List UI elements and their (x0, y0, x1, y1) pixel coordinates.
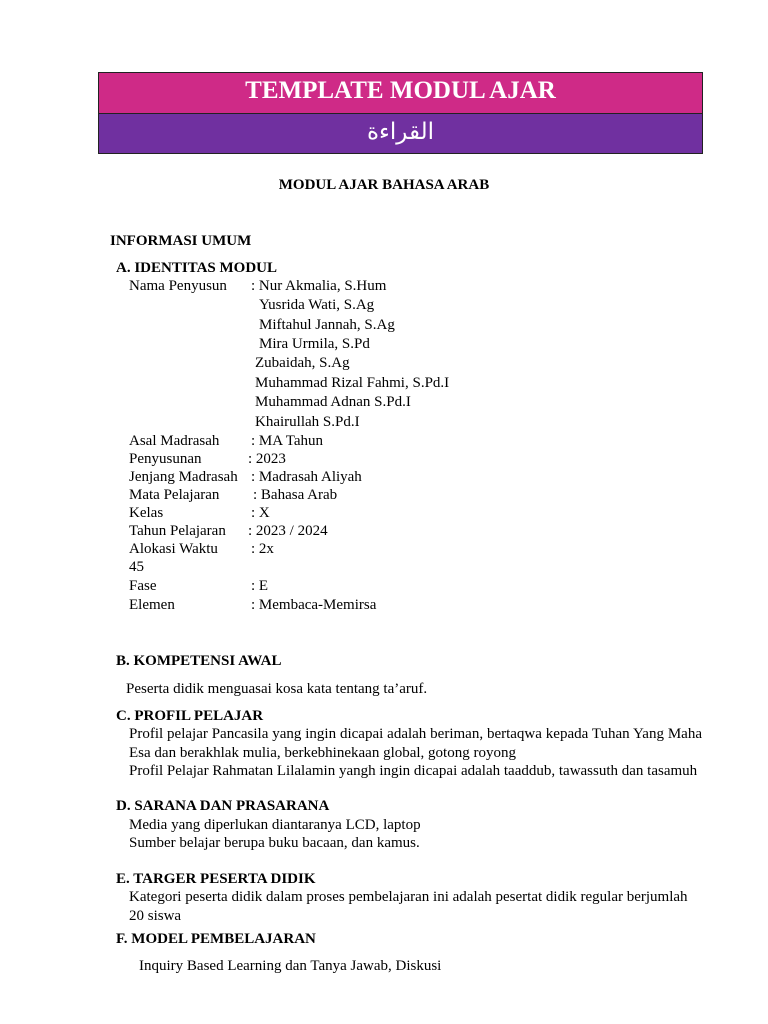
profil-pancasila-text: Profil pelajar Pancasila yang ingin dicapai adalah beriman, bertaqwa kepada Tuhan Yang Maha Esa dan berakhlak mulia, berkebhinekaan global, gotong royong (129, 726, 702, 761)
document-title: MODUL AJAR BAHASA ARAB (278, 177, 490, 193)
author-2: Yusrida Wati, S.Ag (259, 297, 375, 313)
sarana-media-text: Media yang diperlukan diantaranya LCD, laptop (129, 817, 421, 833)
row-label-fase: Fase (129, 578, 157, 594)
row-label-mapel: Mata Pelajaran (129, 487, 220, 503)
author-6: Muhammad Rizal Fahmi, S.Pd.I (255, 375, 450, 391)
kompetensi-text: Peserta didik menguasai kosa kata tentang ta’aruf. (126, 681, 428, 697)
banner-title: TEMPLATE MODUL AJAR (99, 73, 702, 113)
row-label-penyusunan: Penyusunan (129, 451, 202, 467)
author-5: Zubaidah, S.Ag (255, 355, 350, 371)
section-d-heading: D. SARANA DAN PRASARANA (116, 798, 330, 814)
section-f-heading: F. MODEL PEMBELAJARAN (116, 931, 316, 947)
author-1: : Nur Akmalia, S.Hum (251, 278, 387, 294)
info-umum-heading: INFORMASI UMUM (110, 233, 252, 249)
row-value-kelas: : X (251, 505, 270, 521)
section-a-heading: A. IDENTITAS MODUL (116, 260, 277, 276)
penyusun-label: Nama Penyusun (129, 278, 227, 294)
profil-rahmatan-text: Profil Pelajar Rahmatan Lilalamin yangh ingin dicapai adalah taaddub, tawassuth dan tasamuh (129, 763, 698, 779)
sarana-sumber-text: Sumber belajar berupa buku bacaan, dan kamus. (129, 835, 420, 851)
row-value-elemen: : Membaca-Memirsa (251, 597, 377, 613)
author-8: Khairullah S.Pd.I (255, 414, 360, 430)
row-label-tahun: Tahun Pelajaran (129, 523, 226, 539)
row-value-fase: : E (251, 578, 269, 594)
row-label-alokasi-continued: 45 (129, 559, 144, 575)
title-banner (98, 72, 703, 154)
row-value-tahun: : 2023 / 2024 (248, 523, 328, 539)
row-label-alokasi: Alokasi Waktu (129, 541, 218, 557)
model-text: Inquiry Based Learning dan Tanya Jawab, Diskusi (139, 958, 442, 974)
row-label-jenjang: Jenjang Madrasah (129, 469, 238, 485)
row-value-jenjang: : Madrasah Aliyah (251, 469, 362, 485)
row-value-penyusunan: : 2023 (248, 451, 286, 467)
section-e-heading: E. TARGER PESERTA DIDIK (116, 871, 316, 887)
section-b-heading: B. KOMPETENSI AWAL (116, 653, 282, 669)
author-3: Miftahul Jannah, S.Ag (259, 317, 395, 333)
row-label-asal-madrasah: Asal Madrasah (129, 433, 220, 449)
row-label-elemen: Elemen (129, 597, 175, 613)
row-value-asal-madrasah: : MA Tahun (251, 433, 324, 449)
author-7: Muhammad Adnan S.Pd.I (255, 394, 411, 410)
author-4: Mira Urmila, S.Pd (259, 336, 370, 352)
banner-arabic-subtitle: القراءة (99, 113, 702, 153)
row-label-kelas: Kelas (129, 505, 164, 521)
target-text: Kategori peserta didik dalam proses pembelajaran ini adalah pesertat didik regular berjumlah 20 siswa (129, 889, 688, 924)
row-value-alokasi: : 2x (251, 541, 274, 557)
section-c-heading: C. PROFIL PELAJAR (116, 708, 264, 724)
row-value-mapel: : Bahasa Arab (253, 487, 338, 503)
